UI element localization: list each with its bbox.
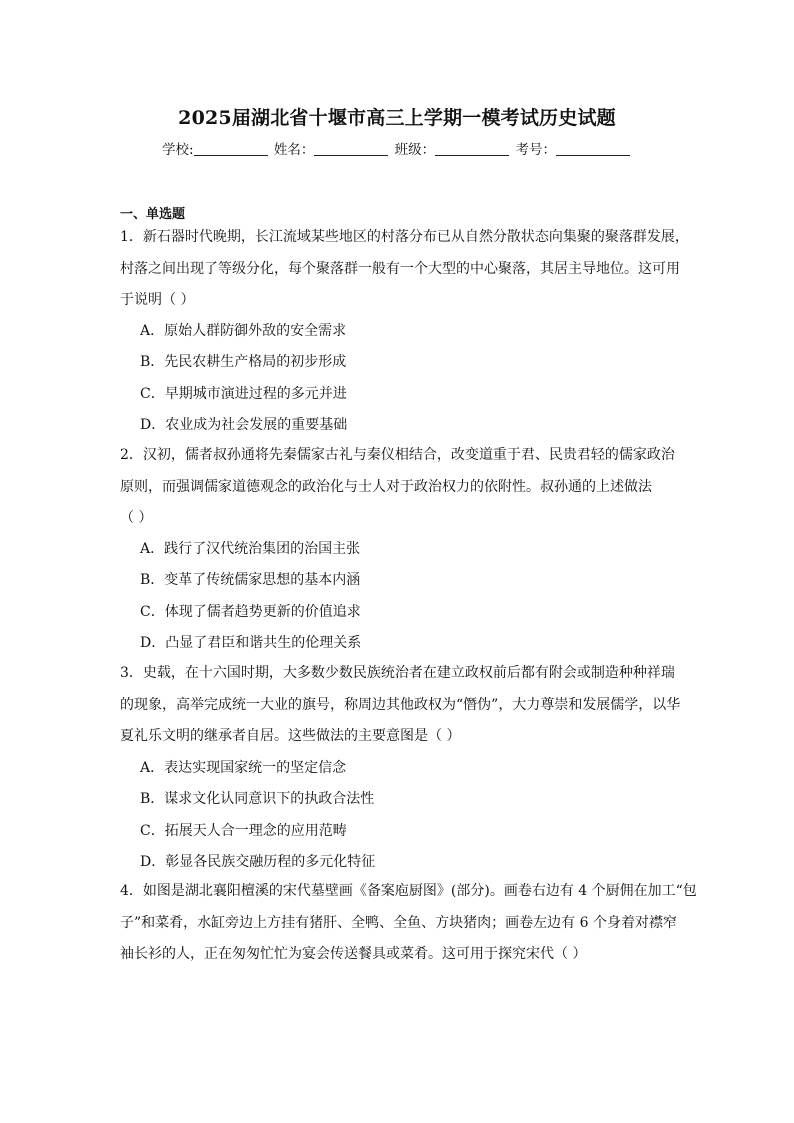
question-line: 2．汉初，儒者叔孙通将先秦儒家古礼与秦仪相结合，改变道重于君、民贵君轻的儒家政治 xyxy=(120,447,675,463)
option-b[interactable]: B．先民农耕生产格局的初步形成 xyxy=(140,354,347,370)
section-heading: 一、单选题 xyxy=(120,207,186,222)
question-line: 夏礼乐文明的继承者自居。这些做法的主要意图是（ ） xyxy=(120,728,461,744)
question-line: 3．史载，在十六国时期，大多数少数民族统治者在建立政权前后都有附会或制造种种祥瑞 xyxy=(120,665,675,681)
class-label: 班级： xyxy=(394,142,436,158)
option-b[interactable]: B．谋求文化认同意识下的执政合法性 xyxy=(140,791,375,807)
option-c[interactable]: C．体现了儒者趋势更新的价值追求 xyxy=(140,604,361,620)
option-c[interactable]: C．早期城市演进过程的多元并进 xyxy=(140,386,347,402)
school-label: 学校: xyxy=(162,142,194,158)
name-label: 姓名： xyxy=(273,142,315,158)
question-line: 1．新石器时代晚期，长江流域某些地区的村落分布已从自然分散状态向集聚的聚落群发展， xyxy=(120,229,689,245)
number-label: 考号： xyxy=(515,142,556,158)
option-b[interactable]: B．变革了传统儒家思想的基本内涵 xyxy=(140,572,361,588)
question-line: 子”和菜肴，水缸旁边上方挂有猪肝、全鸭、全鱼、方块猪肉；画卷左边有 6 个身着对襟窄 xyxy=(120,914,677,931)
class-blank[interactable] xyxy=(435,141,509,156)
question-3 xyxy=(120,658,680,753)
question-line: 的现象，高举完成统一大业的旗号，称周边其他政权为“僭伪”，大力尊崇和发展儒学，以华 xyxy=(120,696,681,713)
question-2 xyxy=(120,440,680,535)
number-blank[interactable] xyxy=(556,141,630,156)
question-line: （ ） xyxy=(120,510,153,526)
name-blank[interactable] xyxy=(314,141,388,156)
option-a[interactable]: A．原始人群防御外敌的安全需求 xyxy=(140,323,347,339)
question-line: 袖长衫的人，正在匆匆忙忙为宴会传送餐具或菜肴。这可用于探究宋代（ ） xyxy=(120,946,587,962)
option-c[interactable]: C．拓展天人合一理念的应用范畴 xyxy=(140,823,347,839)
student-info-line xyxy=(0,138,794,158)
question-4 xyxy=(120,876,697,971)
option-a[interactable]: A．践行了汉代统治集团的治国主张 xyxy=(140,541,361,557)
question-line: 4．如图是湖北襄阳檀溪的宋代墓壁画《备案庖厨图》(部分)。画卷右边有 4 个厨佣在加工“包 xyxy=(120,883,697,899)
school-blank[interactable] xyxy=(194,141,268,156)
option-d[interactable]: D．彰显各民族交融历程的多元化特征 xyxy=(140,854,376,870)
question-1 xyxy=(120,222,689,317)
question-line: 于说明（ ） xyxy=(120,292,195,308)
page-title: 2025届湖北省十堰市高三上学期一模考试历史试题 xyxy=(178,107,616,129)
question-line: 原则，而强调儒家道德观念的政治化与士人对于政治权力的依附性。叔孙通的上述做法 xyxy=(120,478,652,495)
option-d[interactable]: D．凸显了君臣和谐共生的伦理关系 xyxy=(140,635,362,651)
question-line: 村落之间出现了等级分化，每个聚落群一般有一个大型的中心聚落，其居主导地位。这可用 xyxy=(120,260,680,277)
option-d[interactable]: D．农业成为社会发展的重要基础 xyxy=(140,417,348,433)
option-a[interactable]: A．表达实现国家统一的坚定信念 xyxy=(140,760,347,776)
